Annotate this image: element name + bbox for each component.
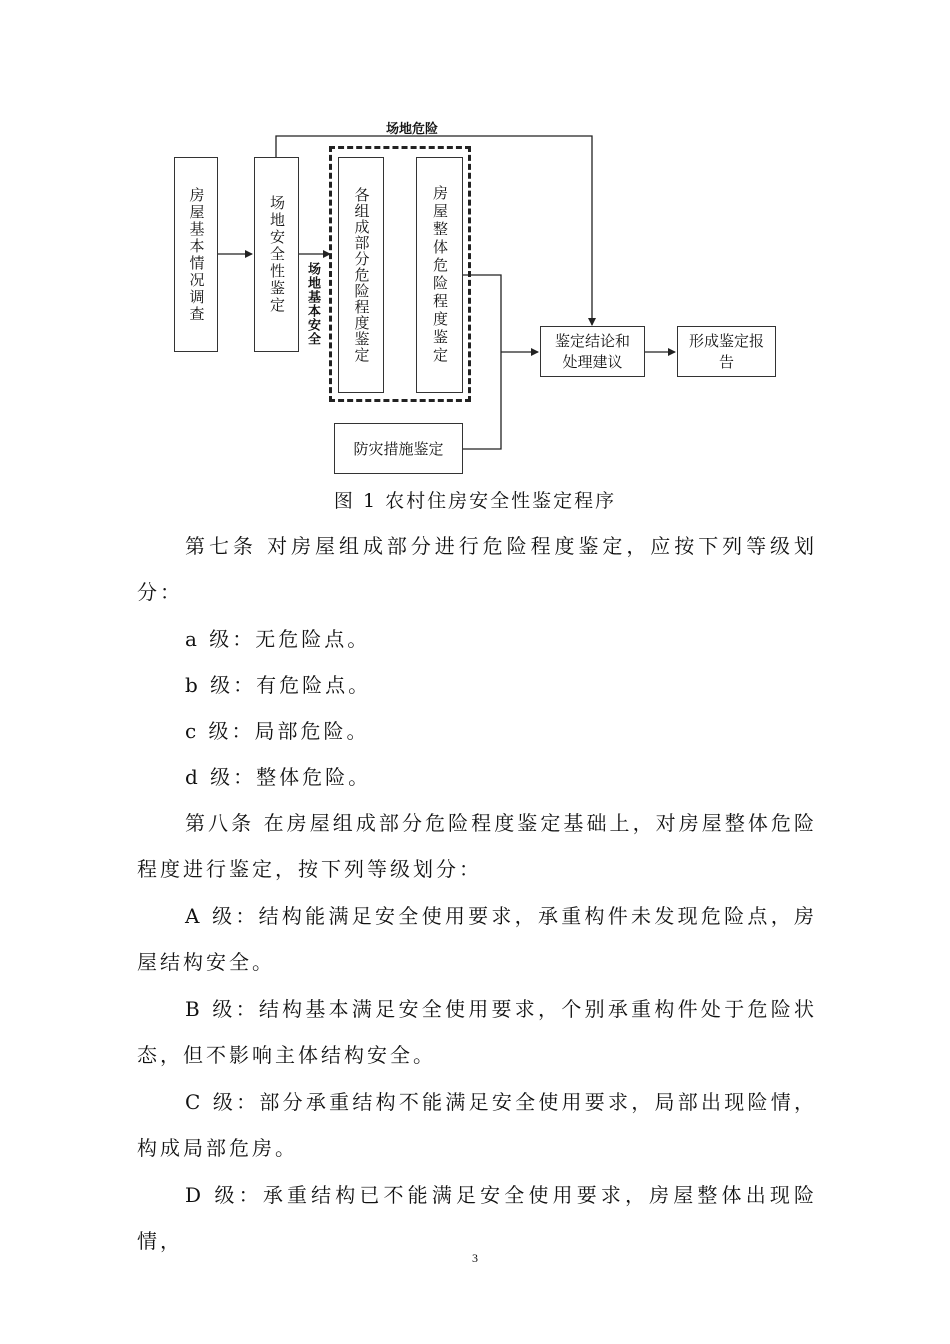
figure-caption: 图 1 农村住房安全性鉴定程序 [333,490,617,512]
survey-box-label: 房屋基本情况调查 [187,186,206,323]
grade-C-item: C 级：部分承重结构不能满足安全使用要求，局部出现险情，构成局部危房。 [137,1090,817,1160]
conclusion-box-label: 鉴定结论和处理建议 [555,331,631,371]
site-safety-box [254,157,299,352]
site-safety-box-label: 场地安全性鉴定 [268,195,286,314]
overall-box-label: 房屋整体危险程度鉴定 [431,185,449,365]
site-danger-label: 场地危险 [386,122,439,137]
article-8-paragraph: 第八条 在房屋组成部分危险程度鉴定基础上，对房屋整体危险程度进行鉴定，按下列等级划分： [137,811,817,881]
components-box-label: 各组成部分危险程度鉴定 [352,187,371,363]
report-box-label: 形成鉴定报告 [689,331,765,371]
grade-c-item: c 级：局部危险。 [185,719,370,743]
grade-B-item: B 级：结构基本满足安全使用要求，个别承重构件处于危险状态，但不影响主体结构安全。 [137,997,817,1067]
overall-box [416,157,463,393]
flowchart-connectors [0,0,950,500]
report-box [677,326,776,377]
disaster-prevention-box-label: 防灾措施鉴定 [353,440,444,458]
survey-box [174,157,218,352]
grade-d-item: d 级：整体危险。 [185,765,372,789]
grade-A-item: A 级：结构能满足安全使用要求，承重构件未发现危险点，房屋结构安全。 [137,904,817,974]
components-box [338,157,384,393]
grade-D-item: D 级：承重结构已不能满足安全使用要求，房屋整体出现险情， [137,1183,817,1253]
grade-a-item: a 级：无危险点。 [185,627,371,651]
grade-b-item: b 级：有危险点。 [185,673,372,697]
site-safe-label: 场地基本安全 [305,262,320,346]
article-7-paragraph: 第七条 对房屋组成部分进行危险程度鉴定，应按下列等级划分： [137,534,817,604]
conclusion-box [540,326,645,377]
disaster-prevention-box [334,423,463,474]
page-number: 3 [472,1251,478,1265]
